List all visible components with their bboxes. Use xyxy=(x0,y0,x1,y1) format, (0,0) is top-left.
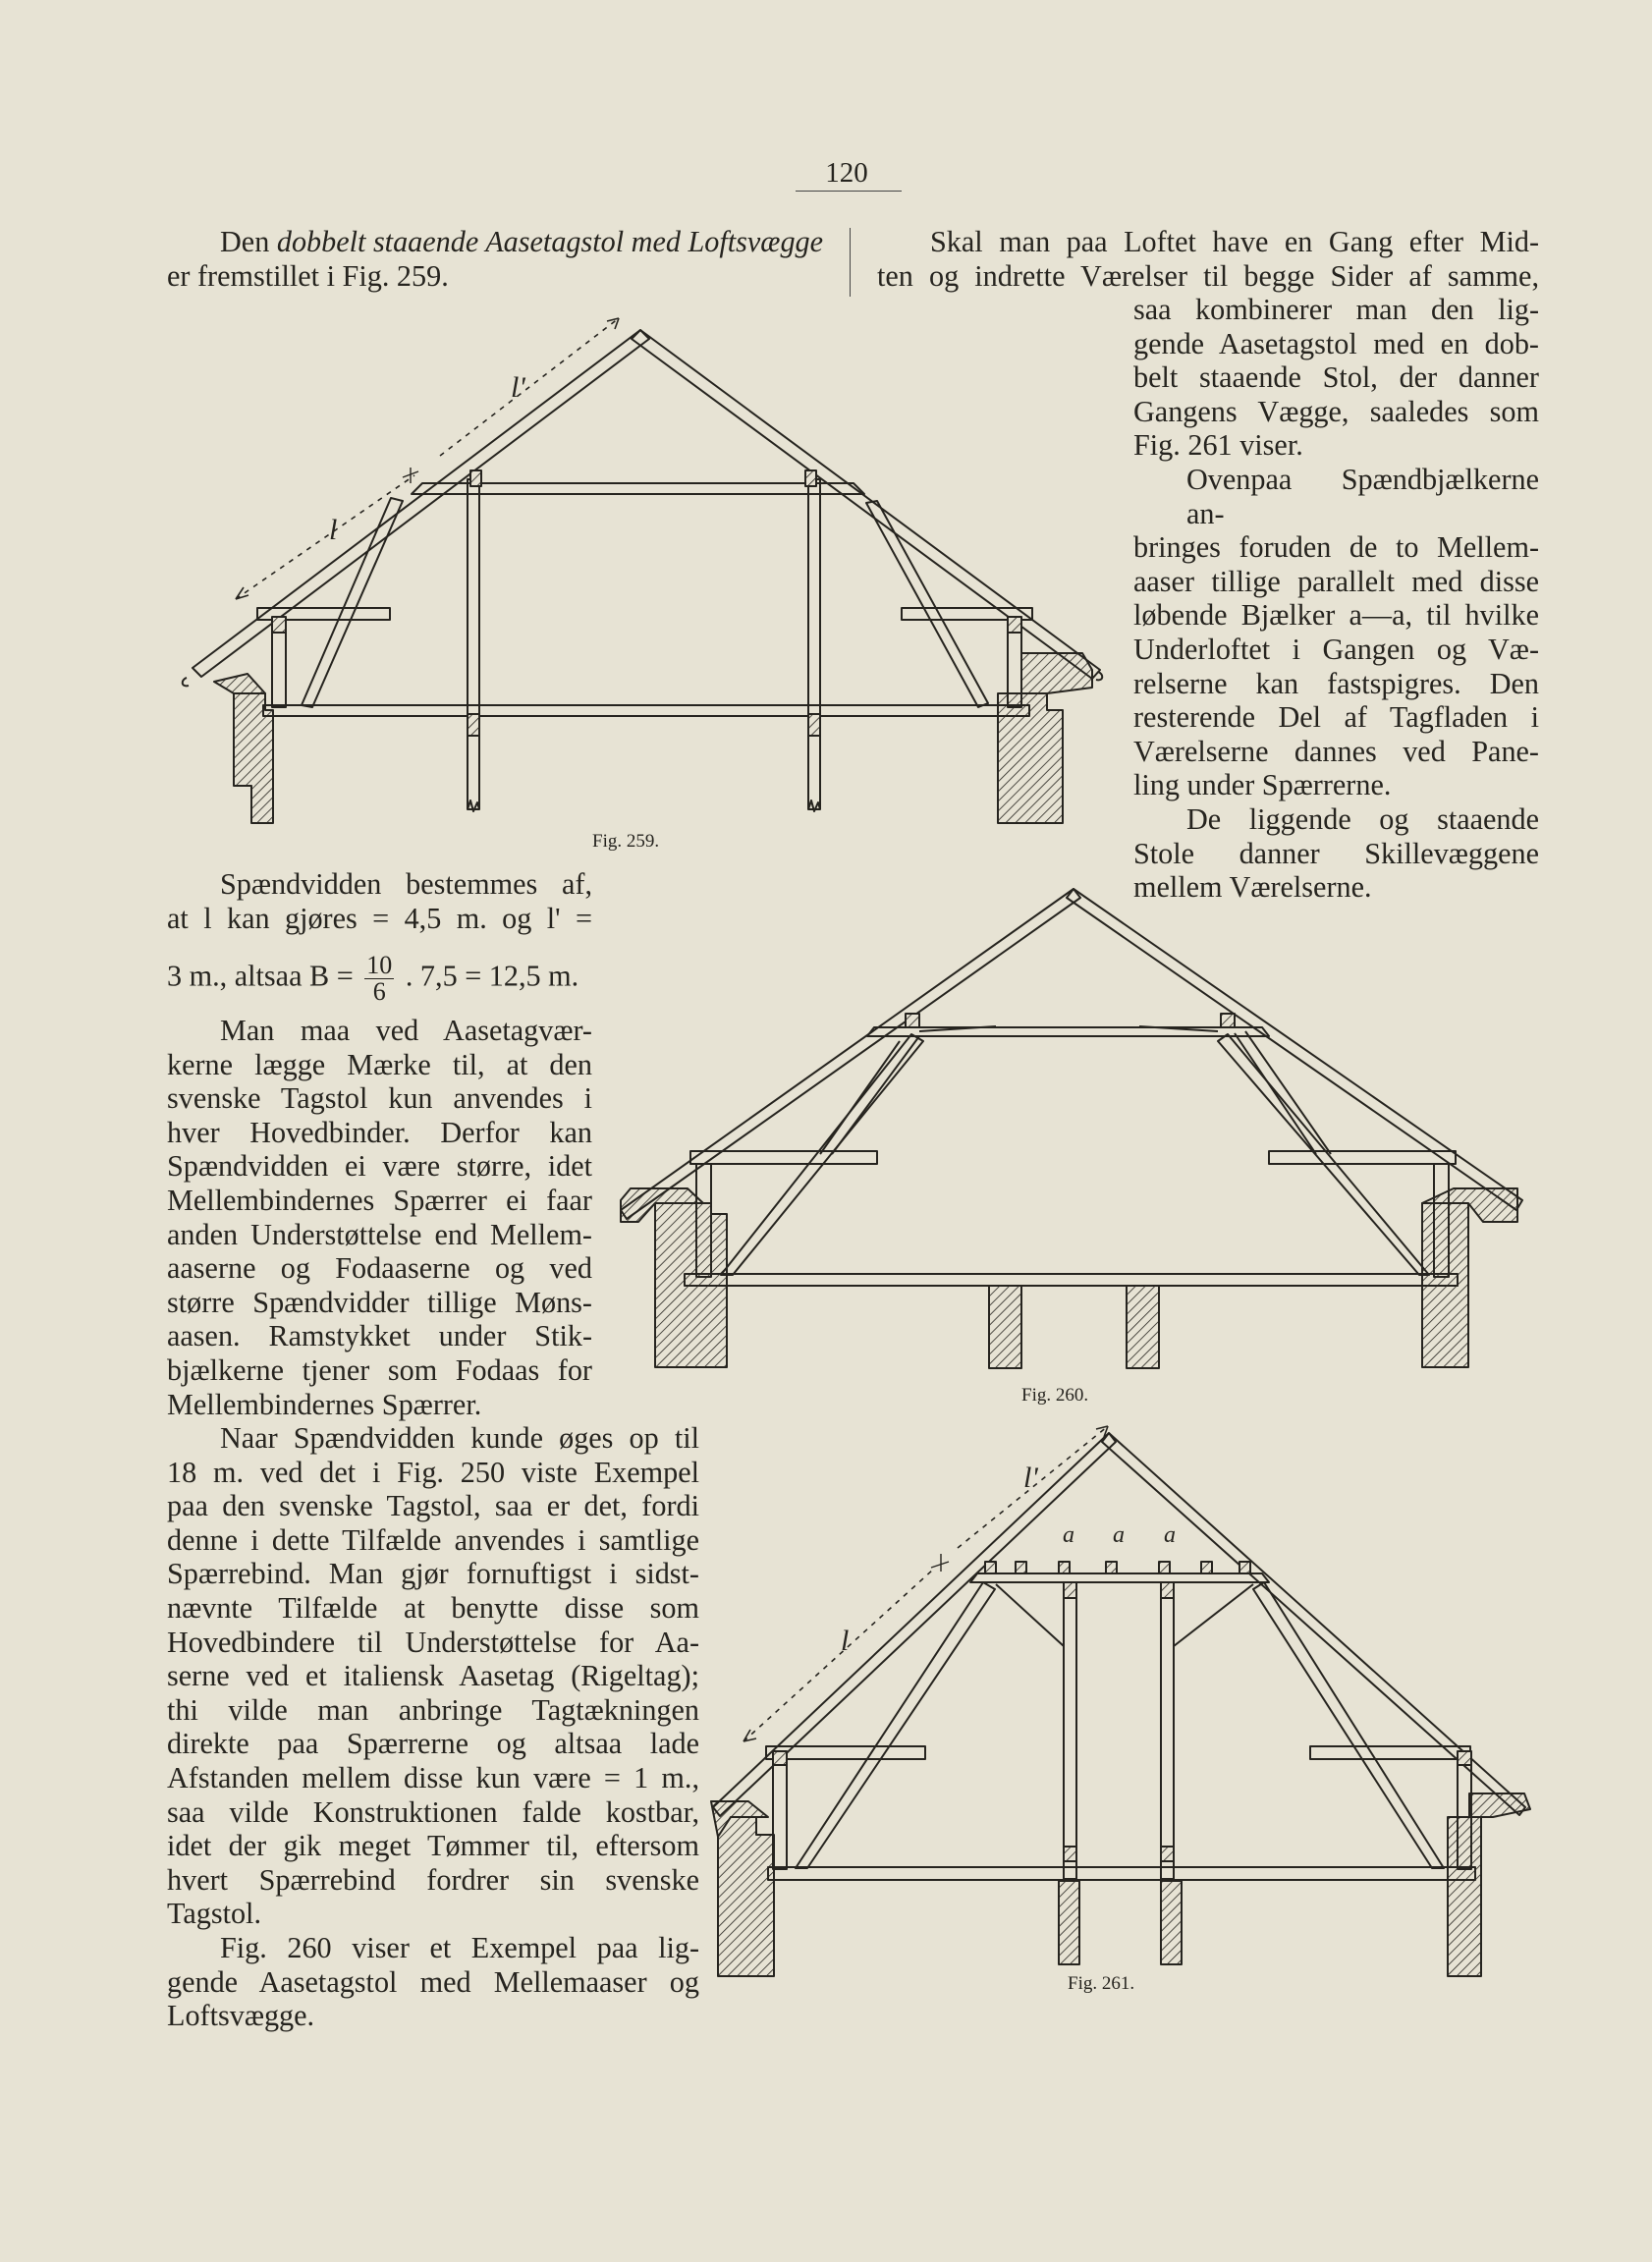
left-line: at l kan gjøres = 4,5 m. og l' = xyxy=(167,901,592,935)
left-line: saa vilde Konstruktionen falde kostbar, xyxy=(167,1794,699,1829)
right-line: gende Aasetagstol med en dob- xyxy=(1133,326,1539,360)
left-line: aaserne og Fodaaserne og ved xyxy=(167,1251,592,1286)
left-line: denne i dette Tilfælde anvendes i samtlige xyxy=(167,1522,699,1557)
formula-prefix: 3 m., altsaa B = xyxy=(167,959,354,993)
fig-261-label-a: a xyxy=(1063,1522,1074,1548)
fig-259-label-l: l xyxy=(329,514,338,546)
fig-259-label-l-prime: l' xyxy=(511,371,525,404)
figure-261-drawing xyxy=(711,1426,1530,1976)
fraction-denominator: 6 xyxy=(372,977,386,1006)
left-line: bjælkerne tjener som Fodaas for xyxy=(167,1352,592,1387)
left-line: paa den svenske Tagstol, saa er det, fordi xyxy=(167,1489,699,1523)
figure-260-drawing xyxy=(621,889,1522,1368)
intro-italic-term: dobbelt staaende Aasetagstol med Loftsvægge xyxy=(276,225,824,258)
intro-text: Den xyxy=(220,225,277,258)
left-line: hvert Spærrebind fordrer sin svenske xyxy=(167,1862,699,1897)
left-line: anden Understøttelse end Mellem- xyxy=(167,1217,592,1251)
left-line: Spændvidden bestemmes af, xyxy=(220,867,592,901)
right-line: relserne kan fastspigres. Den xyxy=(1133,666,1539,700)
left-line: Afstanden mellem disse kun være = 1 m., xyxy=(167,1760,699,1794)
fig-261-label-a: a xyxy=(1164,1522,1176,1548)
left-line: idet der gik meget Tømmer til, eftersom xyxy=(167,1829,699,1863)
left-line: Tagstol. xyxy=(167,1897,261,1931)
right-line: Stole danner Skillevæggene xyxy=(1133,836,1539,870)
right-line: løbende Bjælker a—a, til hvilke xyxy=(1133,598,1539,633)
right-line: Underloftet i Gangen og Væ- xyxy=(1133,632,1539,666)
right-line: Ovenpaa Spændbjælkerne an- xyxy=(1186,462,1539,530)
fraction-numerator: 10 xyxy=(366,951,393,979)
right-line: ten og indrette Værelser til begge Sider af samme, xyxy=(877,258,1539,293)
right-line: belt staaende Stol, der danner xyxy=(1133,360,1539,395)
left-line: thi vilde man anbringe Tagtækningen xyxy=(167,1692,699,1727)
left-line: større Spændvidder tillige Møns- xyxy=(167,1285,592,1319)
page-number: 120 xyxy=(825,157,868,189)
left-line: svenske Tagstol kun anvendes i xyxy=(167,1081,592,1116)
formula-suffix: . 7,5 = 12,5 m. xyxy=(405,959,579,993)
left-line: 18 m. ved det i Fig. 250 viste Exempel xyxy=(167,1455,699,1489)
right-line: aaser tillige parallelt med disse xyxy=(1133,564,1539,598)
right-line: De liggende og staaende xyxy=(1186,801,1539,836)
fig-261-label-l: l xyxy=(841,1625,850,1657)
left-line: Man maa ved Aasetagvær- xyxy=(220,1014,592,1047)
left-line: Spærrebind. Man gjør fornuftigst i sidst- xyxy=(167,1557,699,1591)
right-line: mellem Værelserne. xyxy=(1133,870,1372,905)
left-line: serne ved et italiensk Aasetag (Rigeltag); xyxy=(167,1659,699,1693)
left-line: Loftsvægge. xyxy=(167,1999,315,2033)
right-line: ling under Spærrerne. xyxy=(1133,768,1392,802)
left-line: Mellembindernes Spærrer. xyxy=(167,1387,482,1421)
left-line: hver Hovedbinder. Derfor kan xyxy=(167,1115,592,1149)
left-line: kerne lægge Mærke til, at den xyxy=(167,1047,592,1081)
fig-259-caption: Fig. 259. xyxy=(592,831,660,852)
right-line: Fig. 261 viser. xyxy=(1133,428,1303,463)
right-line: Værelserne dannes ved Pane- xyxy=(1133,734,1539,768)
right-line: Skal man paa Loftet have en Gang efter Mid- xyxy=(930,225,1539,258)
left-line: direkte paa Spærrerne og altsaa lade xyxy=(167,1727,699,1761)
left-line: Hovedbindere til Understøttelse for Aa- xyxy=(167,1625,699,1659)
left-line: nævnte Tilfælde at benytte disse som xyxy=(167,1590,699,1625)
left-line: aasen. Ramstykket under Stik- xyxy=(167,1319,592,1353)
left-line: Mellembindernes Spærrer ei faar xyxy=(167,1183,592,1217)
figure-259-drawing xyxy=(183,318,1103,823)
fig-261-label-l-prime: l' xyxy=(1023,1462,1038,1494)
fig-261-label-a: a xyxy=(1113,1522,1125,1548)
intro-line: er fremstillet i Fig. 259. xyxy=(167,258,449,293)
left-line: Fig. 260 viser et Exempel paa lig- xyxy=(220,1930,699,1964)
fig-260-caption: Fig. 260. xyxy=(1021,1385,1089,1406)
right-line: resterende Del af Tagfladen i xyxy=(1133,700,1539,735)
right-line: bringes foruden de to Mellem- xyxy=(1133,530,1539,565)
left-line: Naar Spændvidden kunde øges op til xyxy=(220,1421,699,1455)
right-line: Gangens Vægge, saaledes som xyxy=(1133,394,1539,428)
left-line: gende Aasetagstol med Mellemaaser og xyxy=(167,1964,699,1999)
fig-261-caption: Fig. 261. xyxy=(1068,1973,1135,1994)
left-line: Spændvidden ei være større, idet xyxy=(167,1149,592,1184)
right-line: saa kombinerer man den lig- xyxy=(1133,293,1539,326)
